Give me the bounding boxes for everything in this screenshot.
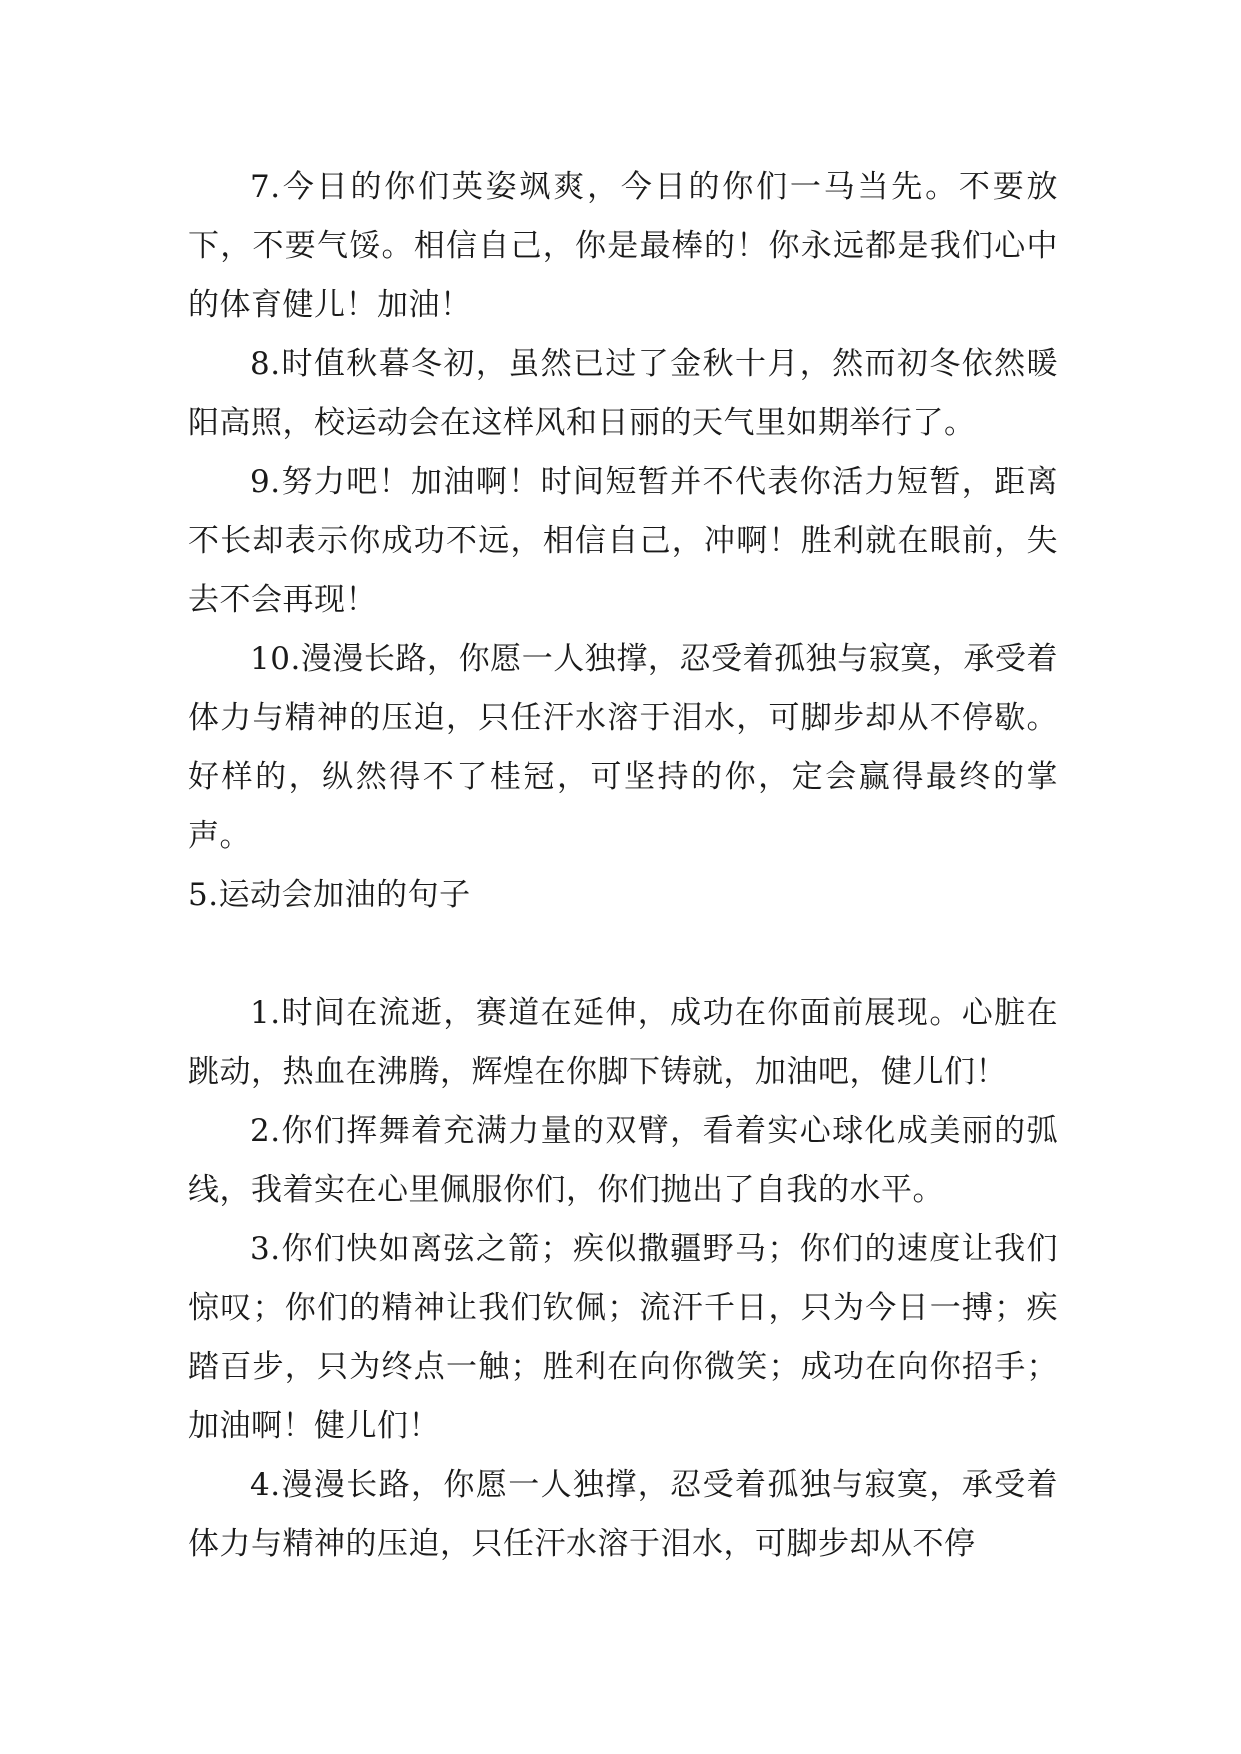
section-heading: 5.运动会加油的句子 [188, 877, 471, 913]
paragraph-4: 4.漫漫长路，你愿一人独撑，忍受着孤独与寂寞，承受着体力与精神的压迫，只任汗水溶于泪水，可脚步却从不停 [188, 1467, 1058, 1562]
paragraph-2: 2.你们挥舞着充满力量的双臂，看着实心球化成美丽的弧线，我着实在心里佩服你们，你们抛出了自我的水平。 [188, 1113, 1058, 1208]
document-body [188, 158, 1058, 1574]
blank-line [188, 925, 1058, 984]
paragraph-1: 1.时间在流逝，赛道在延伸，成功在你面前展现。心脏在跳动，热血在沸腾，辉煌在你脚下铸就，加油吧，健儿们！ [188, 995, 1058, 1090]
paragraph-10: 10.漫漫长路，你愿一人独撑，忍受着孤独与寂寞，承受着体力与精神的压迫，只任汗水溶于泪水，可脚步却从不停歇。好样的，纵然得不了桂冠，可坚持的你，定会赢得最终的掌声。 [188, 641, 1058, 854]
paragraph-9: 9.努力吧！加油啊！时间短暂并不代表你活力短暂，距离不长却表示你成功不远，相信自己，冲啊！胜利就在眼前，失去不会再现！ [188, 464, 1058, 618]
paragraph-8: 8.时值秋暮冬初，虽然已过了金秋十月，然而初冬依然暖阳高照，校运动会在这样风和日丽的天气里如期举行了。 [188, 346, 1058, 441]
paragraph-7: 7.今日的你们英姿飒爽，今日的你们一马当先。不要放下，不要气馁。相信自己，你是最棒的！你永远都是我们心中的体育健儿！加油！ [188, 169, 1058, 323]
paragraph-3: 3.你们快如离弦之箭；疾似撒疆野马；你们的速度让我们惊叹；你们的精神让我们钦佩；流汗千日，只为今日一搏；疾踏百步，只为终点一触；胜利在向你微笑；成功在向你招手；加油啊！健儿们！ [188, 1231, 1058, 1444]
